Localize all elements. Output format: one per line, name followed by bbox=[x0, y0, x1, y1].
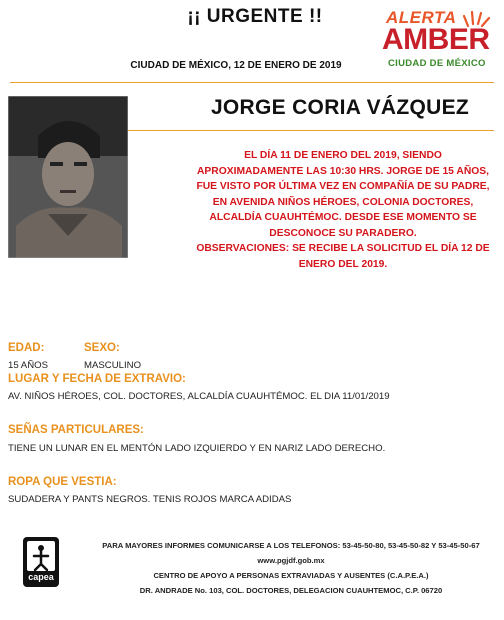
story-line: EN AVENIDA NIÑOS HÉROES, COLONIA DOCTORES, bbox=[212, 196, 474, 208]
sexo-value: MASCULINO bbox=[84, 360, 142, 371]
missing-person-photo bbox=[8, 96, 128, 258]
urgent-title: ¡¡ URGENTE !! bbox=[187, 6, 323, 27]
edad-label: EDAD: bbox=[8, 342, 45, 354]
ropa-value: SUDADERA Y PANTS NEGROS. TENIS ROJOS MARCA ADIDAS bbox=[8, 494, 292, 505]
person-name: JORGE CORIA VÁZQUEZ bbox=[210, 96, 470, 119]
story-line: ALCALDÍA CUAUHTÉMOC. DESDE ESE MOMENTO SE bbox=[209, 212, 477, 223]
footer-phones: PARA MAYORES INFORMES COMUNICARSE A LOS TELEFONOS: 53-45-50-80, 53-45-50-82 Y 53-45-50-67 bbox=[102, 541, 480, 550]
city-date: CIUDAD DE MÉXICO, 12 DE ENERO DE 2019 bbox=[130, 60, 342, 71]
contact-footer bbox=[78, 538, 504, 598]
edad-value: 15 AÑOS bbox=[8, 360, 48, 371]
capea-logo-text: capea bbox=[28, 572, 54, 582]
story-line: FUE VISTO POR ÚLTIMA VEZ EN COMPAÑÍA DE SU PADRE, bbox=[196, 181, 490, 192]
senas-value: TIENE UN LUNAR EN EL MENTÓN LADO IZQUIERDO Y EN NARIZ LADO DERECHO. bbox=[8, 443, 386, 454]
story-line: OBSERVACIONES: SE RECIBE LA SOLICITUD EL DÍA 12 DE bbox=[196, 243, 490, 254]
footer-center: CENTRO DE APOYO A PERSONAS EXTRAVIADAS Y AUSENTES (C.A.P.E.A.) bbox=[153, 571, 429, 580]
lugar-value: AV. NIÑOS HÉROES, COL. DOCTORES, ALCALDÍA CUAUHTÉMOC. EL DIA 11/01/2019 bbox=[8, 391, 390, 402]
incident-description bbox=[190, 148, 496, 272]
logo-line-alerta: ALERTA bbox=[386, 8, 457, 27]
footer-address: DR. ANDRADE No. 103, COL. DOCTORES, DELEGACION CUAUHTEMOC, C.P. 06720 bbox=[139, 586, 443, 595]
logo-line-city: CIUDAD DE MÉXICO bbox=[388, 58, 486, 69]
story-line: DESCONOCE SU PARADERO. bbox=[269, 227, 417, 239]
story-line: ENERO DEL 2019. bbox=[298, 258, 388, 270]
logo-line-amber: AMBER bbox=[382, 23, 490, 56]
ropa-label: ROPA QUE VESTIA: bbox=[8, 476, 117, 488]
alerta-amber-logo bbox=[382, 6, 492, 72]
lugar-label: LUGAR Y FECHA DE EXTRAVIO: bbox=[8, 373, 186, 385]
capea-logo bbox=[22, 536, 60, 588]
senas-label: SEÑAS PARTICULARES: bbox=[8, 424, 144, 436]
divider-top bbox=[10, 82, 494, 83]
story-line: APROXIMADAMENTE LAS 10:30 HRS. JORGE DE 15 AÑOS, bbox=[197, 165, 489, 177]
footer-website-link[interactable]: www.pgjdf.gob.mx bbox=[257, 556, 325, 565]
sexo-label: SEXO: bbox=[84, 342, 120, 354]
story-line: EL DÍA 11 DE ENERO DEL 2019, SIENDO bbox=[244, 150, 442, 161]
